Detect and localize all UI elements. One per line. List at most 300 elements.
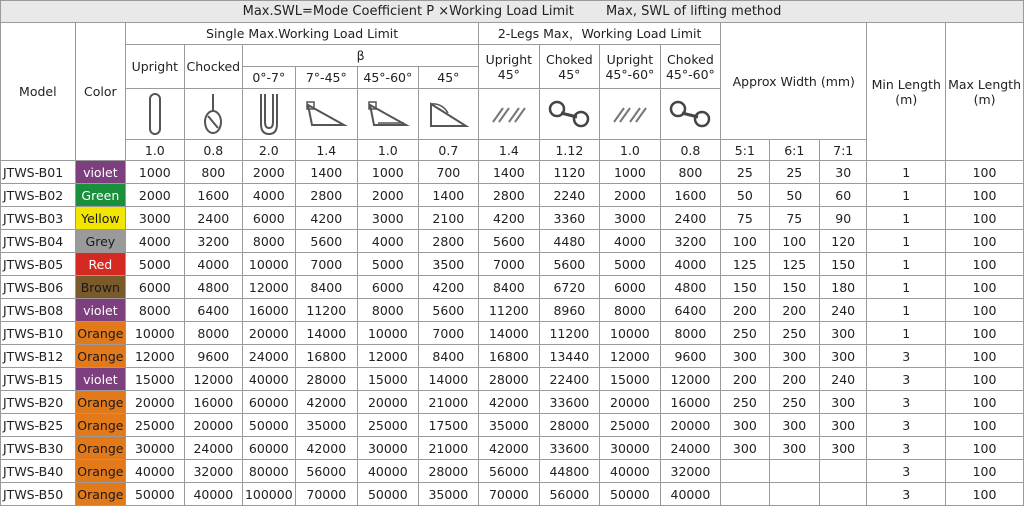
table-row	[1, 437, 1024, 460]
upright-45-value: 56000	[479, 460, 540, 483]
upright-sling-icon	[126, 89, 185, 140]
upright-value: 4000	[126, 230, 185, 253]
choked-45-value: 22400	[539, 368, 600, 391]
width-7-1-value: 300	[820, 437, 867, 460]
chocked-value: 32000	[184, 460, 243, 483]
angle-7-45-value: 42000	[295, 391, 358, 414]
upright-45-value: 70000	[479, 483, 540, 506]
max-length-value: 100	[946, 483, 1024, 506]
min-length-value: 1	[867, 276, 946, 299]
chocked-value: 4000	[184, 253, 243, 276]
max-length-value: 100	[946, 253, 1024, 276]
color-badge: Orange	[75, 322, 125, 345]
choked-45-value: 2240	[539, 184, 600, 207]
choked-45-value: 5600	[539, 253, 600, 276]
choked-45-value: 1120	[539, 161, 600, 184]
angle-7-45-value: 4200	[295, 207, 358, 230]
model-cell: JTWS-B06	[1, 276, 76, 299]
chocked-value: 40000	[184, 483, 243, 506]
chocked-value: 16000	[184, 391, 243, 414]
max-length-value: 100	[946, 460, 1024, 483]
ratio: 5:1	[721, 140, 769, 161]
table-row	[1, 322, 1024, 345]
color-badge: Grey	[75, 230, 125, 253]
min-length-value: 1	[867, 299, 946, 322]
upright-45-60-value: 25000	[600, 414, 661, 437]
upright-value: 30000	[126, 437, 185, 460]
upright-value: 8000	[126, 299, 185, 322]
min-length-value: 1	[867, 230, 946, 253]
upright-45-60-value: 1000	[600, 161, 661, 184]
min-length-value: 3	[867, 483, 946, 506]
upright-45-value: 1400	[479, 161, 540, 184]
angle-0-7-value: 60000	[243, 437, 295, 460]
chocked-value: 2400	[184, 207, 243, 230]
width-5-1-value: 150	[721, 276, 769, 299]
choked-45-60-value: 4000	[660, 253, 721, 276]
width-7-1-value: 180	[820, 276, 867, 299]
min-length-header: Min Length (m)	[867, 23, 946, 161]
choked-sling-icon	[184, 89, 243, 140]
upright-45-60-value: 6000	[600, 276, 661, 299]
upright-45-60-value: 12000	[600, 345, 661, 368]
upright-45-60-value: 30000	[600, 437, 661, 460]
max-length-value: 100	[946, 322, 1024, 345]
upright-45-60-value: 8000	[600, 299, 661, 322]
model-header: Model	[1, 23, 76, 161]
angle-45-value: 3500	[418, 253, 479, 276]
triangle-basket-icon	[418, 89, 479, 140]
table-row	[1, 184, 1024, 207]
color-badge: Orange	[75, 460, 125, 483]
color-badge: Orange	[75, 437, 125, 460]
angle-45-60-value: 4000	[358, 230, 419, 253]
width-6-1-value: 25	[769, 161, 819, 184]
angle-0-7-value: 80000	[243, 460, 295, 483]
angle-45-value: 8400	[418, 345, 479, 368]
width-5-1-value	[721, 460, 769, 483]
approx-width-header: Approx Width (mm)	[721, 23, 867, 140]
upright-45-value: 35000	[479, 414, 540, 437]
upright-value: 2000	[126, 184, 185, 207]
color-badge: Brown	[75, 276, 125, 299]
upright-value: 12000	[126, 345, 185, 368]
table-row	[1, 161, 1024, 184]
two-leg-sling-icon	[600, 89, 661, 140]
angle-0-7-value: 4000	[243, 184, 295, 207]
choked-45-value: 33600	[539, 437, 600, 460]
table-body	[1, 161, 1024, 506]
angle-45-60-value: 12000	[358, 345, 419, 368]
choked-45-value: 4480	[539, 230, 600, 253]
width-6-1-value: 250	[769, 322, 819, 345]
coefficient: 0.7	[418, 140, 479, 161]
single-header: Single Max.Working Load Limit	[126, 23, 479, 45]
color-badge: Orange	[75, 391, 125, 414]
min-length-value: 1	[867, 322, 946, 345]
angle-45-60-value: 2000	[358, 184, 419, 207]
angle-45-value: 21000	[418, 437, 479, 460]
upright-value: 6000	[126, 276, 185, 299]
choked-45-60-value: 800	[660, 161, 721, 184]
width-5-1-value: 250	[721, 322, 769, 345]
angle-7-45-value: 28000	[295, 368, 358, 391]
model-cell: JTWS-B25	[1, 414, 76, 437]
table-row	[1, 207, 1024, 230]
upright-45-60-value: 40000	[600, 460, 661, 483]
angle-0-7-value: 6000	[243, 207, 295, 230]
max-length-value: 100	[946, 414, 1024, 437]
angle-0-7-value: 20000	[243, 322, 295, 345]
width-7-1-value: 30	[820, 161, 867, 184]
upright-45-60-value: 50000	[600, 483, 661, 506]
basket-sling-icon	[243, 89, 295, 140]
upright-45-value: 11200	[479, 299, 540, 322]
upright-45-value: 42000	[479, 437, 540, 460]
angle-0-7-value: 100000	[243, 483, 295, 506]
angle-7-45-value: 1400	[295, 161, 358, 184]
coefficient: 0.8	[184, 140, 243, 161]
upright-45-60-value: 2000	[600, 184, 661, 207]
choked-45-60-value: 9600	[660, 345, 721, 368]
model-cell: JTWS-B01	[1, 161, 76, 184]
angle-45-60-value: 5000	[358, 253, 419, 276]
max-length-value: 100	[946, 276, 1024, 299]
angle-45-60-value: 10000	[358, 322, 419, 345]
coefficient: 2.0	[243, 140, 295, 161]
table-row	[1, 391, 1024, 414]
angle-45-value: 28000	[418, 460, 479, 483]
upright-45-60-value: 10000	[600, 322, 661, 345]
angle-0-7-value: 16000	[243, 299, 295, 322]
min-length-value: 3	[867, 437, 946, 460]
angle-45-60-value: 50000	[358, 483, 419, 506]
color-badge: Orange	[75, 483, 125, 506]
ratio: 7:1	[820, 140, 867, 161]
color-badge: Orange	[75, 414, 125, 437]
upright-45-value: 16800	[479, 345, 540, 368]
chocked-value: 6400	[184, 299, 243, 322]
choked-45-60-value: 32000	[660, 460, 721, 483]
upright-45-header: Upright 45°	[479, 45, 540, 89]
color-badge: Orange	[75, 345, 125, 368]
model-cell: JTWS-B05	[1, 253, 76, 276]
upright-value: 1000	[126, 161, 185, 184]
choked-45-value: 13440	[539, 345, 600, 368]
width-6-1-value: 125	[769, 253, 819, 276]
max-length-value: 100	[946, 345, 1024, 368]
two-legs-header: 2-Legs Max，Working Load Limit	[479, 23, 721, 45]
choked-45-60-value: 16000	[660, 391, 721, 414]
upright-45-60-value: 3000	[600, 207, 661, 230]
angle-45-value: 1400	[418, 184, 479, 207]
chocked-value: 4800	[184, 276, 243, 299]
beta-header: β	[243, 45, 479, 67]
coefficient: 0.8	[660, 140, 721, 161]
width-7-1-value: 300	[820, 391, 867, 414]
width-7-1-value: 90	[820, 207, 867, 230]
width-6-1-value: 100	[769, 230, 819, 253]
width-7-1-value: 240	[820, 368, 867, 391]
upright-value: 25000	[126, 414, 185, 437]
angle-7-45-value: 7000	[295, 253, 358, 276]
choked-45-60-value: 24000	[660, 437, 721, 460]
angle-7-45-header: 7°-45°	[295, 67, 358, 89]
title-main: Max.SWL=Mode Coefficient P ×Working Load Limit	[242, 4, 574, 19]
model-cell: JTWS-B15	[1, 368, 76, 391]
width-7-1-value: 300	[820, 345, 867, 368]
min-length-value: 3	[867, 345, 946, 368]
upright-45-value: 42000	[479, 391, 540, 414]
max-length-value: 100	[946, 207, 1024, 230]
color-badge: violet	[75, 161, 125, 184]
width-5-1-value: 300	[721, 414, 769, 437]
angle-45-value: 21000	[418, 391, 479, 414]
model-cell: JTWS-B03	[1, 207, 76, 230]
upright-45-value: 14000	[479, 322, 540, 345]
max-length-header: Max Length (m)	[946, 23, 1024, 161]
width-5-1-value: 75	[721, 207, 769, 230]
chocked-value: 3200	[184, 230, 243, 253]
width-5-1-value	[721, 483, 769, 506]
choked-45-60-value: 6400	[660, 299, 721, 322]
ratio: 6:1	[769, 140, 819, 161]
angle-45-value: 14000	[418, 368, 479, 391]
angle-0-7-value: 24000	[243, 345, 295, 368]
min-length-value: 1	[867, 161, 946, 184]
angle-45-60-value: 40000	[358, 460, 419, 483]
upright-45-60-header: Upright 45°-60°	[600, 45, 661, 89]
angle-45-value: 17500	[418, 414, 479, 437]
width-5-1-value: 200	[721, 299, 769, 322]
color-badge: Green	[75, 184, 125, 207]
choked-45-value: 28000	[539, 414, 600, 437]
width-7-1-value	[820, 460, 867, 483]
width-6-1-value: 50	[769, 184, 819, 207]
upright-value: 50000	[126, 483, 185, 506]
choked-45-header: Choked 45°	[539, 45, 600, 89]
width-7-1-value: 60	[820, 184, 867, 207]
choked-45-60-value: 4800	[660, 276, 721, 299]
upright-45-value: 5600	[479, 230, 540, 253]
model-cell: JTWS-B10	[1, 322, 76, 345]
max-length-value: 100	[946, 391, 1024, 414]
width-6-1-value: 300	[769, 345, 819, 368]
coefficient: 1.12	[539, 140, 600, 161]
color-badge: Red	[75, 253, 125, 276]
width-6-1-value: 250	[769, 391, 819, 414]
width-6-1-value	[769, 460, 819, 483]
width-5-1-value: 300	[721, 437, 769, 460]
basket-triangle-icon	[295, 89, 358, 140]
two-leg-sling-icon	[479, 89, 540, 140]
upright-value: 20000	[126, 391, 185, 414]
choked-45-value: 8960	[539, 299, 600, 322]
width-6-1-value: 200	[769, 299, 819, 322]
color-badge: violet	[75, 368, 125, 391]
table-row	[1, 414, 1024, 437]
max-length-value: 100	[946, 368, 1024, 391]
min-length-value: 3	[867, 414, 946, 437]
choked-45-value: 11200	[539, 322, 600, 345]
angle-7-45-value: 5600	[295, 230, 358, 253]
angle-7-45-value: 8400	[295, 276, 358, 299]
angle-7-45-value: 56000	[295, 460, 358, 483]
chocked-value: 9600	[184, 345, 243, 368]
model-cell: JTWS-B12	[1, 345, 76, 368]
choked-45-value: 33600	[539, 391, 600, 414]
model-cell: JTWS-B40	[1, 460, 76, 483]
chocked-header: Chocked	[184, 45, 243, 89]
width-7-1-value: 150	[820, 253, 867, 276]
angle-45-60-value: 25000	[358, 414, 419, 437]
max-length-value: 100	[946, 299, 1024, 322]
choked-45-60-value: 1600	[660, 184, 721, 207]
table-row	[1, 460, 1024, 483]
table-row	[1, 368, 1024, 391]
max-length-value: 100	[946, 437, 1024, 460]
model-cell: JTWS-B08	[1, 299, 76, 322]
choked-45-60-value: 40000	[660, 483, 721, 506]
chocked-value: 24000	[184, 437, 243, 460]
angle-7-45-value: 42000	[295, 437, 358, 460]
min-length-value: 1	[867, 184, 946, 207]
model-cell: JTWS-B30	[1, 437, 76, 460]
table-row	[1, 299, 1024, 322]
chocked-value: 20000	[184, 414, 243, 437]
choked-45-value: 56000	[539, 483, 600, 506]
angle-7-45-value: 2800	[295, 184, 358, 207]
coefficient: 1.0	[358, 140, 419, 161]
upright-value: 15000	[126, 368, 185, 391]
upright-header: Upright	[126, 45, 185, 89]
upright-45-value: 8400	[479, 276, 540, 299]
width-6-1-value: 300	[769, 437, 819, 460]
max-length-value: 100	[946, 184, 1024, 207]
width-6-1-value: 200	[769, 368, 819, 391]
choked-45-value: 44800	[539, 460, 600, 483]
coefficient: 1.0	[126, 140, 185, 161]
angle-7-45-value: 11200	[295, 299, 358, 322]
angle-0-7-value: 50000	[243, 414, 295, 437]
angle-0-7-value: 10000	[243, 253, 295, 276]
angle-45-value: 35000	[418, 483, 479, 506]
chocked-value: 8000	[184, 322, 243, 345]
choked-shackle-icon	[660, 89, 721, 140]
model-cell: JTWS-B20	[1, 391, 76, 414]
basket-triangle-icon	[358, 89, 419, 140]
table-row	[1, 276, 1024, 299]
width-6-1-value: 75	[769, 207, 819, 230]
title-side: Max, SWL of lifting method	[605, 4, 782, 19]
width-5-1-value: 250	[721, 391, 769, 414]
angle-45-header: 45°	[418, 67, 479, 89]
angle-45-60-header: 45°-60°	[358, 67, 419, 89]
width-5-1-value: 300	[721, 345, 769, 368]
upright-45-value: 2800	[479, 184, 540, 207]
choked-45-60-value: 20000	[660, 414, 721, 437]
min-length-value: 3	[867, 368, 946, 391]
width-6-1-value: 300	[769, 414, 819, 437]
angle-7-45-value: 16800	[295, 345, 358, 368]
width-5-1-value: 25	[721, 161, 769, 184]
max-length-value: 100	[946, 230, 1024, 253]
width-6-1-value: 150	[769, 276, 819, 299]
chocked-value: 800	[184, 161, 243, 184]
choked-45-60-header: Choked 45°-60°	[660, 45, 721, 89]
width-7-1-value: 240	[820, 299, 867, 322]
angle-0-7-header: 0°-7°	[243, 67, 295, 89]
angle-45-value: 4200	[418, 276, 479, 299]
max-length-value: 100	[946, 161, 1024, 184]
table-row	[1, 345, 1024, 368]
upright-value: 40000	[126, 460, 185, 483]
min-length-value: 1	[867, 253, 946, 276]
width-5-1-value: 50	[721, 184, 769, 207]
choked-45-value: 6720	[539, 276, 600, 299]
model-cell: JTWS-B02	[1, 184, 76, 207]
upright-value: 5000	[126, 253, 185, 276]
table-row	[1, 483, 1024, 506]
upright-45-value: 28000	[479, 368, 540, 391]
width-6-1-value	[769, 483, 819, 506]
chocked-value: 12000	[184, 368, 243, 391]
width-5-1-value: 200	[721, 368, 769, 391]
min-length-value: 3	[867, 391, 946, 414]
choked-45-60-value: 2400	[660, 207, 721, 230]
angle-45-value: 5600	[418, 299, 479, 322]
upright-45-60-value: 5000	[600, 253, 661, 276]
chocked-value: 1600	[184, 184, 243, 207]
angle-7-45-value: 14000	[295, 322, 358, 345]
angle-7-45-value: 35000	[295, 414, 358, 437]
angle-0-7-value: 8000	[243, 230, 295, 253]
angle-45-value: 700	[418, 161, 479, 184]
width-7-1-value	[820, 483, 867, 506]
width-7-1-value: 120	[820, 230, 867, 253]
upright-value: 3000	[126, 207, 185, 230]
choked-45-60-value: 3200	[660, 230, 721, 253]
upright-45-value: 4200	[479, 207, 540, 230]
angle-45-value: 2800	[418, 230, 479, 253]
angle-0-7-value: 60000	[243, 391, 295, 414]
color-header: Color	[75, 23, 125, 161]
color-badge: Yellow	[75, 207, 125, 230]
angle-45-60-value: 15000	[358, 368, 419, 391]
model-cell: JTWS-B04	[1, 230, 76, 253]
coefficient: 1.4	[295, 140, 358, 161]
coefficient: 1.0	[600, 140, 661, 161]
angle-0-7-value: 40000	[243, 368, 295, 391]
width-7-1-value: 300	[820, 322, 867, 345]
angle-0-7-value: 12000	[243, 276, 295, 299]
choked-45-60-value: 12000	[660, 368, 721, 391]
width-7-1-value: 300	[820, 414, 867, 437]
table-row	[1, 230, 1024, 253]
table-row	[1, 253, 1024, 276]
upright-value: 10000	[126, 322, 185, 345]
coefficient: 1.4	[479, 140, 540, 161]
upright-45-60-value: 20000	[600, 391, 661, 414]
choked-45-value: 3360	[539, 207, 600, 230]
angle-45-60-value: 20000	[358, 391, 419, 414]
angle-45-60-value: 30000	[358, 437, 419, 460]
angle-45-value: 2100	[418, 207, 479, 230]
model-cell: JTWS-B50	[1, 483, 76, 506]
angle-45-value: 7000	[418, 322, 479, 345]
upright-45-value: 7000	[479, 253, 540, 276]
width-5-1-value: 125	[721, 253, 769, 276]
